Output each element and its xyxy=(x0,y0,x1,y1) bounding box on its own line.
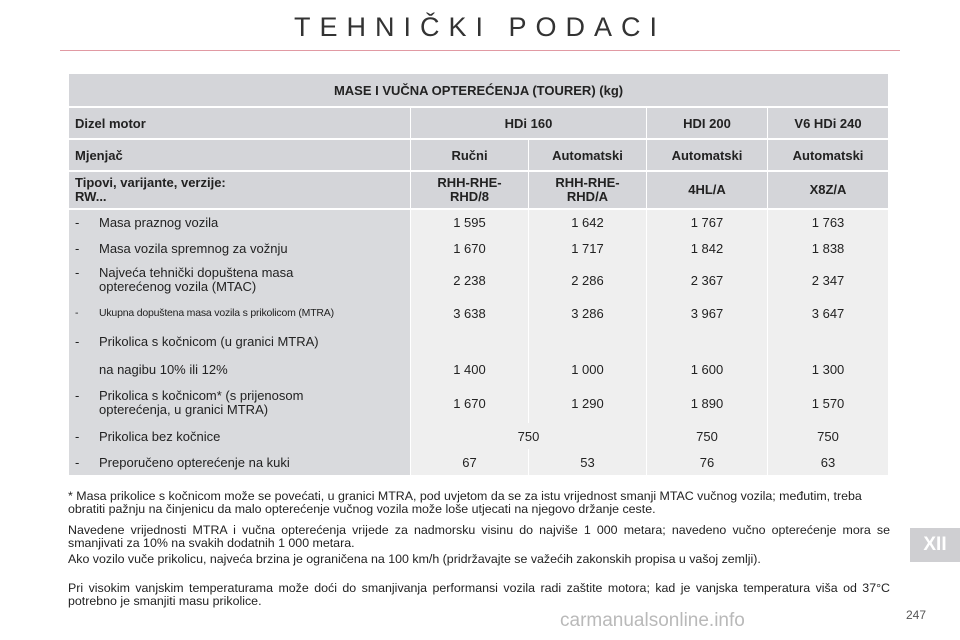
tip-col4: X8Z/A xyxy=(768,171,889,209)
cell: 3 286 xyxy=(529,299,647,327)
tipovi-label-line2: RW... xyxy=(75,189,107,204)
row-label-text: Ukupna dopuštena masa vozila s prikolicom (MTRA) xyxy=(99,307,334,319)
table-row xyxy=(69,449,889,475)
tip-col1-line1: RHH-RHE- xyxy=(437,175,502,190)
motor-hdi200: HDI 200 xyxy=(647,107,768,139)
cell: 1 763 xyxy=(768,209,889,235)
row-dash: - xyxy=(75,388,80,403)
motor-hdi160: HDi 160 xyxy=(411,107,647,139)
cell: 3 967 xyxy=(647,299,768,327)
row-dash: - xyxy=(75,307,79,319)
cell: 1 670 xyxy=(411,235,529,261)
cell xyxy=(647,327,768,355)
cell: 1 717 xyxy=(529,235,647,261)
row-label-text: Prikolica s kočnicom* (s prijenosom xyxy=(99,388,304,403)
mjenjac-col3: Automatski xyxy=(647,139,768,171)
cell: 1 300 xyxy=(768,355,889,383)
footnote: * Masa prikolice s kočnicom može se povećati, u granici MTRA, pod uvjetom da se za istu vrijednost smanji MTAC vučnog vozila; međutim, treba obratiti pažnju na činjenicu da malo opterećenje vučnog vozila može loše utjecati na njegovo držanje ceste. xyxy=(68,489,862,516)
paragraph-temperature: Pri visokim vanjskim temperaturama može doći do smanjivanja performansi vozila radi zaštite motora; kad je vanjska temperatura viša od 37°C potrebno je smanjiti masu prikolice. xyxy=(68,581,890,609)
row-label-text: Masa vozila spremnog za vožnju xyxy=(99,240,288,256)
cell: 2 347 xyxy=(768,261,889,299)
row-label-text-line2: opterećenja, u granici MTRA) xyxy=(99,402,269,417)
table-row xyxy=(69,261,889,299)
tip-col2 xyxy=(529,171,647,209)
row-dash: - xyxy=(75,428,80,444)
tip-col1-line2: RHD/8 xyxy=(449,189,489,204)
cell: 2 367 xyxy=(647,261,768,299)
cell: 1 290 xyxy=(529,383,647,423)
row-dash: - xyxy=(75,333,80,349)
mjenjac-col4: Automatski xyxy=(768,139,889,171)
row-dash: - xyxy=(75,240,80,256)
table-row-tipovi xyxy=(69,171,889,209)
cell xyxy=(411,327,529,355)
row-label-tipovi xyxy=(69,171,411,209)
row-label xyxy=(69,299,411,327)
tip-col2-line2: RHD/A xyxy=(566,189,609,204)
row-label-text: na nagibu 10% ili 12% xyxy=(99,361,228,377)
row-dash: - xyxy=(75,215,80,230)
tip-col1 xyxy=(411,171,529,209)
cell: 1 838 xyxy=(768,235,889,261)
row-label-motor: Dizel motor xyxy=(69,107,411,139)
page-title: TEHNIČKI PODACI xyxy=(293,12,667,42)
cell: 1 890 xyxy=(647,383,768,423)
cell: 1 767 xyxy=(647,209,768,235)
table-row xyxy=(69,299,889,327)
cell xyxy=(529,327,647,355)
row-dash: - xyxy=(75,265,80,280)
row-label xyxy=(69,235,411,261)
cell: 750 xyxy=(647,423,768,449)
paragraph-speed: Ako vozilo vuče prikolicu, najveća brzina je ograničena na 100 km/h (pridržavajte se važećih zakonskih propisa u vašoj zemlji). xyxy=(68,552,761,566)
row-label xyxy=(69,449,411,475)
row-label-text: Preporučeno opterećenje na kuki xyxy=(99,454,290,470)
row-label xyxy=(69,383,411,423)
cell: 53 xyxy=(529,449,647,475)
row-label xyxy=(69,209,411,235)
chapter-tab[interactable]: XII xyxy=(910,528,960,562)
watermark: carmanualsonline.info xyxy=(560,610,745,631)
title-divider xyxy=(60,50,900,51)
cell: 2 238 xyxy=(411,261,529,299)
cell: 1 570 xyxy=(768,383,889,423)
specs-table xyxy=(68,74,889,475)
tip-col2-line1: RHH-RHE- xyxy=(555,175,620,190)
table-row xyxy=(69,355,889,383)
row-label-text: Prikolica s kočnicom (u granici MTRA) xyxy=(99,333,319,349)
row-label xyxy=(69,423,411,449)
row-label xyxy=(69,327,411,355)
tip-col3: 4HL/A xyxy=(647,171,768,209)
table-row-mjenjac xyxy=(69,139,889,171)
table-row xyxy=(69,209,889,235)
cell: 2 286 xyxy=(529,261,647,299)
row-label-text: Najveća tehnički dopuštena masa xyxy=(99,265,294,280)
cell: 750 xyxy=(411,423,647,449)
cell: 1 600 xyxy=(647,355,768,383)
cell: 1 642 xyxy=(529,209,647,235)
row-label-text: Masa praznog vozila xyxy=(99,215,219,230)
cell: 1 000 xyxy=(529,355,647,383)
tipovi-label-line1: Tipovi, varijante, verzije: xyxy=(75,175,226,190)
row-label-mjenjac: Mjenjač xyxy=(69,139,411,171)
table-caption-row xyxy=(69,74,889,107)
cell xyxy=(768,327,889,355)
cell: 67 xyxy=(411,449,529,475)
table-caption: MASE I VUČNA OPTEREĆENJA (TOURER) (kg) xyxy=(69,74,889,107)
row-dash: - xyxy=(75,454,80,470)
table-row xyxy=(69,327,889,355)
row-label xyxy=(69,355,411,383)
table-row xyxy=(69,235,889,261)
row-label-text: Prikolica bez kočnice xyxy=(99,428,221,444)
cell: 3 647 xyxy=(768,299,889,327)
mjenjac-col1: Ručni xyxy=(411,139,529,171)
mjenjac-col2: Automatski xyxy=(529,139,647,171)
cell: 3 638 xyxy=(411,299,529,327)
paragraph-mtra: Navedene vrijednosti MTRA i vučna opterećenja vrijede za nadmorsku visinu do najviše 1 000 metara; navedeno vučno opterećenje mora se smanjivati za 10% na svakih dodatnih 1 000 metara. xyxy=(68,523,890,551)
cell: 1 842 xyxy=(647,235,768,261)
table-row-motor xyxy=(69,107,889,139)
cell: 1 595 xyxy=(411,209,529,235)
cell: 76 xyxy=(647,449,768,475)
table-row xyxy=(69,383,889,423)
motor-v6hdi240: V6 HDi 240 xyxy=(768,107,889,139)
row-label-text-line2: opterećenog vozila (MTAC) xyxy=(99,279,257,294)
cell: 750 xyxy=(768,423,889,449)
cell: 1 400 xyxy=(411,355,529,383)
page-number: 247 xyxy=(906,608,927,622)
row-label xyxy=(69,261,411,299)
cell: 1 670 xyxy=(411,383,529,423)
cell: 63 xyxy=(768,449,889,475)
table-row xyxy=(69,423,889,449)
